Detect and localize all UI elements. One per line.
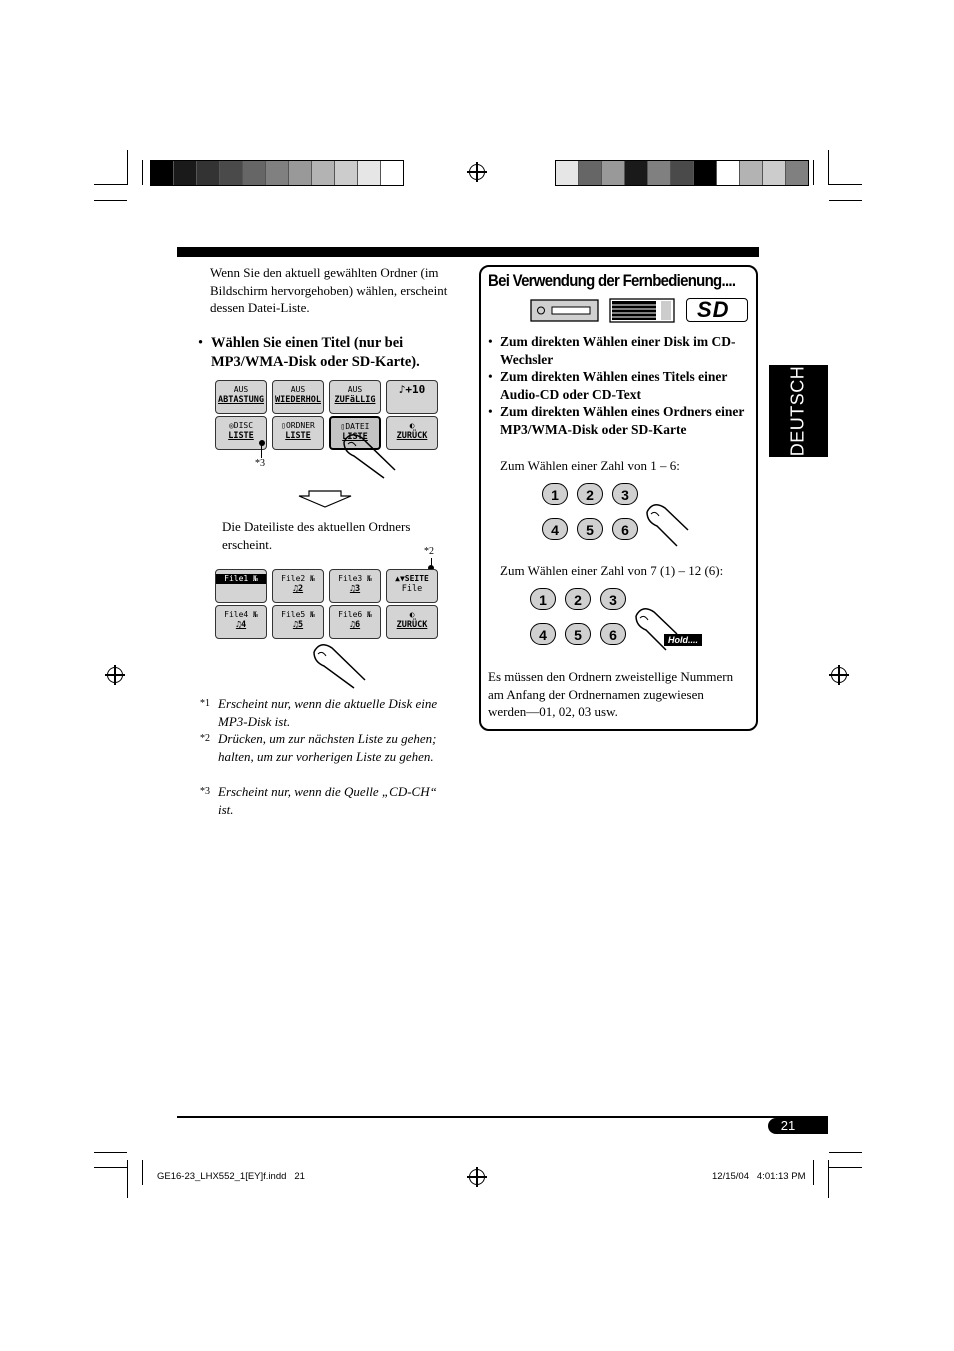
crop-mark [94,1152,127,1153]
finger-press-icon [310,640,370,690]
crop-mark [94,200,127,201]
lcd-file-4[interactable]: File4 № ♫4 [215,605,267,639]
crop-mark [813,1160,814,1185]
footnote-2: *2 Drücken, um zur nächsten Liste zu gehen; halten, um zur vorherigen Liste zu gehen. [200,731,437,764]
footer-timestamp: 12/15/04 4:01:13 PM [712,1171,806,1182]
cd-changer-icon [530,299,600,322]
header-rule [177,247,759,257]
lcd-button-repeat[interactable]: AUS WIEDERHOL [272,380,324,414]
lcd-file-6[interactable]: File6 № ♫6 [329,605,381,639]
arrow-down-icon [297,490,353,508]
finger-press-icon [340,430,400,480]
remote-folder-note: Es müssen den Ordnern zweistellige Nummern am Anfang der Ordnernamen zugewiesen werden—01, 02, 03 usw. [488,669,734,719]
note3-pointer-line [261,444,262,458]
remote-key-4[interactable]: 4 [530,623,556,645]
note3-marker: *3 [255,458,265,469]
remote-key-6[interactable]: 6 [600,623,626,645]
crop-mark [127,1160,128,1198]
language-tab-label: DEUTSCH [787,365,808,457]
lcd-file-2[interactable]: File2 № ♫2 [272,569,324,603]
lcd-button-plus10[interactable]: ♪+10 [386,380,438,414]
crop-mark [94,1167,127,1168]
remote-title: Bei Verwendung der Fernbedienung.... [488,271,736,290]
crop-mark [828,1160,829,1198]
remote-key-5[interactable]: 5 [577,518,603,540]
label-range-7-12: Zum Wählen einer Zahl von 7 (1) – 12 (6): [500,563,724,578]
remote-key-5[interactable]: 5 [565,623,591,645]
remote-key-2[interactable]: 2 [577,483,603,505]
note2-marker: *2 [424,546,434,557]
file-list-caption: Die Dateiliste des aktuellen Ordners erscheint. [222,519,411,552]
registration-target-icon [831,667,847,683]
hold-badge: Hold.... [664,634,702,646]
remote-key-4[interactable]: 4 [542,518,568,540]
screen-file-list [213,567,441,640]
page-number-tab [768,1118,828,1134]
footnote-1: *1 Erscheint nur, wenn die aktuelle Disk eine MP3-Disk ist. [200,696,438,729]
instruction-text: Wählen Sie einen Titel (nur bei MP3/WMA-Disk oder SD-Karte). [211,335,420,370]
registration-bar-right [555,160,809,186]
remote-key-1[interactable]: 1 [530,588,556,610]
registration-target-icon [469,164,485,180]
remote-key-3[interactable]: 3 [612,483,638,505]
registration-target-icon [107,667,123,683]
lcd-button-disc-list[interactable]: ◎DISC LISTE [215,416,267,450]
finger-press-icon [632,604,682,654]
crop-mark [829,1167,862,1168]
registration-target-icon [469,1169,485,1185]
footer-rule [177,1116,828,1118]
intro-paragraph: Wenn Sie den aktuell gewählten Ordner (im Bildschirm hervorgehoben) wählen, erscheint dessen Datei-Liste. [210,265,448,315]
crop-mark [813,160,814,185]
sd-card-icon [686,298,748,322]
page-number: 21 [780,1118,796,1133]
lcd-file-5[interactable]: File5 № ♫5 [272,605,324,639]
language-tab [769,365,828,457]
lcd-button-random[interactable]: AUS ZUFäLLIG [329,380,381,414]
remote-bullet-1: • Zum direkten Wählen einer Disk im CD-Wechsler [488,334,736,367]
lcd-button-back[interactable]: ◐ ZURÜCK [386,605,438,639]
remote-key-2[interactable]: 2 [565,588,591,610]
lcd-button-folder-list[interactable]: ▯ORDNER LISTE [272,416,324,450]
finger-press-icon [643,500,693,550]
footnote-3: *3 Erscheint nur, wenn die Quelle „CD-CH“ ist. [200,784,437,817]
lcd-button-file-list[interactable]: ▯DATEI LISTE [329,416,381,450]
lcd-button-back[interactable]: ◐ ZURÜCK [386,416,438,450]
remote-bullet-2: • Zum direkten Wählen eines Titels einer Audio-CD oder CD-Text [488,369,728,402]
sd-logo-text: SD [697,297,730,322]
crop-mark [142,160,143,185]
crop-mark [829,1152,862,1153]
crop-mark [94,184,127,185]
crop-mark [829,184,862,185]
lcd-page-button[interactable]: ▲▼SEITE File [386,569,438,603]
remote-key-1[interactable]: 1 [542,483,568,505]
remote-bullet-3: • Zum direkten Wählen eines Ordners einer MP3/WMA-Disk oder SD-Karte [488,404,745,437]
remote-key-6[interactable]: 6 [612,518,638,540]
lcd-file-3[interactable]: File3 № ♫3 [329,569,381,603]
crop-mark [829,200,862,201]
footer-file-info: GE16-23_LHX552_1[EY]f.indd 21 [157,1171,305,1182]
note3-pointer [259,440,265,446]
screen-menu-1 [213,378,441,451]
cd-text-icon [609,298,676,323]
remote-key-3[interactable]: 3 [600,588,626,610]
lcd-file-1[interactable]: File1 № [215,569,267,603]
crop-mark [142,1160,143,1185]
crop-mark [828,150,829,185]
lcd-button-scan[interactable]: AUS ABTASTUNG [215,380,267,414]
registration-bar-left [150,160,404,186]
label-range-1-6: Zum Wählen einer Zahl von 1 – 6: [500,458,680,473]
crop-mark [127,150,128,185]
